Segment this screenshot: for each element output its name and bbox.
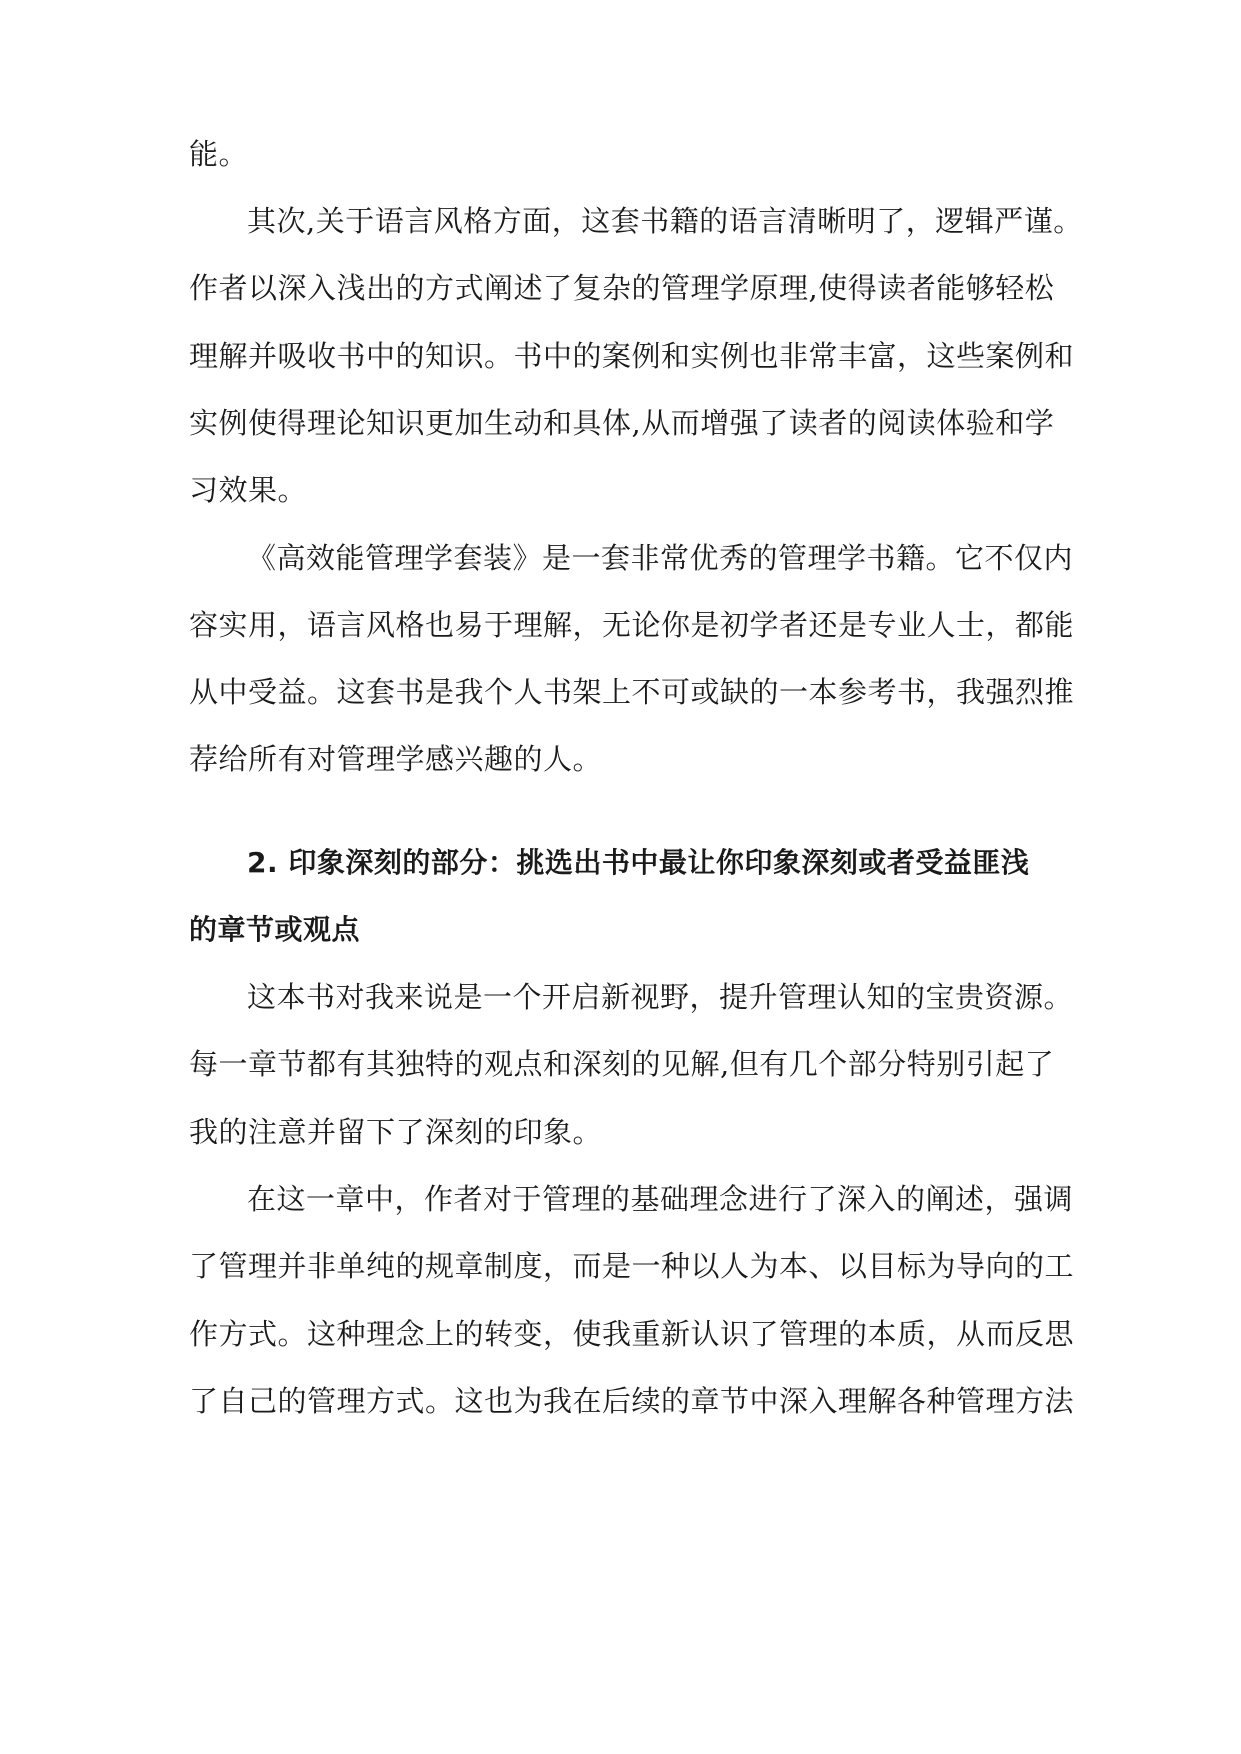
paragraph-line: 作者以深入浅出的方式阐述了复杂的管理学原理,使得读者能够轻松 (189, 271, 1055, 305)
paragraph-line: 荐给所有对管理学感兴趣的人。 (189, 742, 603, 776)
paragraph-line: 理解并吸收书中的知识。书中的案例和实例也非常丰富，这些案例和 (189, 339, 1075, 373)
paragraph-line: 作方式。这种理念上的转变，使我重新认识了管理的本质，从而反思 (189, 1317, 1075, 1351)
paragraph-line: 《高效能管理学套装》是一套非常优秀的管理学书籍。它不仅内 (247, 541, 1074, 575)
paragraph-line: 能。 (189, 137, 249, 171)
paragraph-line: 其次,关于语言风格方面，这套书籍的语言清晰明了，逻辑严谨。 (247, 204, 1083, 238)
paragraph-line: 从中受益。这套书是我个人书架上不可或缺的一本参考书，我强烈推 (189, 675, 1075, 709)
paragraph-line: 在这一章中，作者对于管理的基础理念进行了深入的阐述，强调 (247, 1182, 1074, 1216)
paragraph-line: 每一章节都有其独特的观点和深刻的见解,但有几个部分特别引起了 (189, 1047, 1055, 1081)
paragraph-line: 实例使得理论知识更加生动和具体,从而增强了读者的阅读体验和学 (189, 406, 1055, 440)
section-heading: 2. 印象深刻的部分：挑选出书中最让你印象深刻或者受益匪浅 (247, 846, 1030, 879)
section-heading: 的章节或观点 (189, 913, 361, 946)
paragraph-line: 这本书对我来说是一个开启新视野，提升管理认知的宝贵资源。 (247, 980, 1074, 1014)
paragraph-line: 了自己的管理方式。这也为我在后续的章节中深入理解各种管理方法 (189, 1384, 1075, 1418)
paragraph-line: 了管理并非单纯的规章制度，而是一种以人为本、以目标为导向的工 (189, 1249, 1075, 1283)
paragraph-line: 我的注意并留下了深刻的印象。 (189, 1115, 603, 1149)
paragraph-line: 习效果。 (189, 473, 308, 507)
paragraph-line: 容实用，语言风格也易于理解，无论你是初学者还是专业人士，都能 (189, 608, 1075, 642)
